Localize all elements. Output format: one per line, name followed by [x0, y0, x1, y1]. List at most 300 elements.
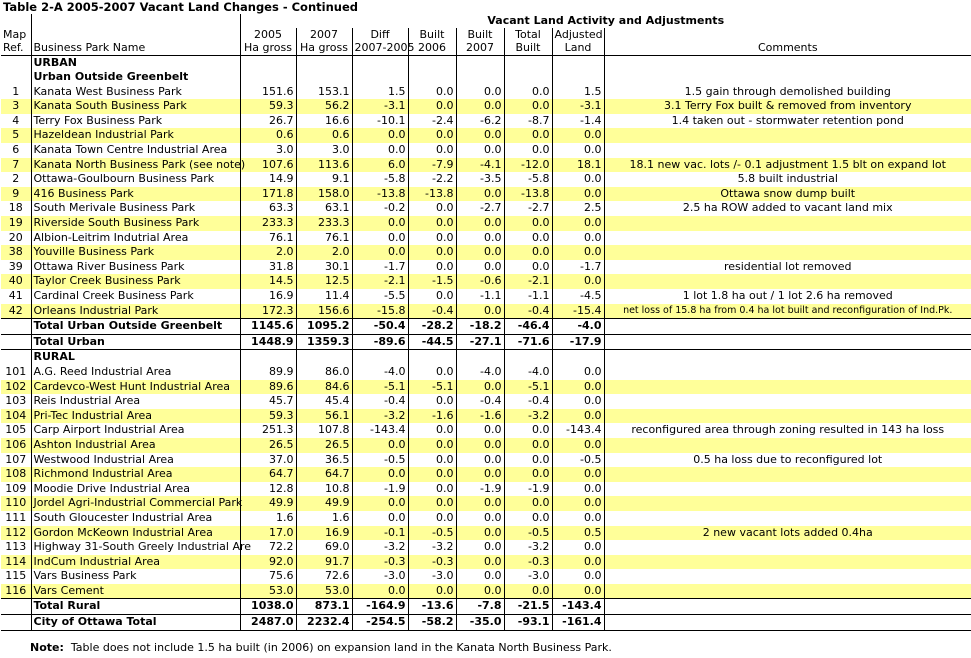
table-row [1, 274, 971, 289]
value-v07: 91.7 [296, 555, 352, 570]
park-name: 416 Business Park [31, 187, 240, 202]
value-v05: 31.8 [240, 260, 296, 275]
col-adjusted-sub: Land [552, 41, 604, 55]
col-totalbuilt-sub: Built [504, 41, 552, 55]
value-v07: 3.0 [296, 143, 352, 158]
total-urban-v07: 1359.3 [296, 334, 352, 350]
value-diff: 1.5 [352, 85, 408, 100]
value-v07: 10.8 [296, 482, 352, 497]
col-built2007-sub: 2007 [456, 41, 504, 55]
value-b06: 0.0 [408, 128, 456, 143]
comment [604, 496, 971, 511]
comment: 3.1 Terry Fox built & removed from inventory [604, 99, 971, 114]
value-tb: -8.7 [504, 114, 552, 129]
value-b06: -2.4 [408, 114, 456, 129]
value-v05: 89.6 [240, 380, 296, 395]
urban-section [1, 55, 971, 70]
comment: 0.5 ha loss due to reconfigured lot [693, 452, 883, 466]
value-diff: 0.0 [352, 143, 408, 158]
value-v05: 171.8 [240, 187, 296, 202]
value-v05: 2.0 [240, 245, 296, 260]
value-b06: -2.2 [408, 172, 456, 187]
park-name: Youville Business Park [31, 245, 240, 260]
park-name: Kanata North Business Park (see note) [31, 158, 240, 173]
map-ref: 1 [1, 85, 31, 100]
value-tb: -5.8 [504, 172, 552, 187]
total-urban-ogb-tb: -46.4 [504, 319, 552, 335]
value-v05: 75.6 [240, 569, 296, 584]
value-v07: 69.0 [296, 540, 352, 555]
value-tb: -0.4 [504, 394, 552, 409]
total-rural-b07: -7.8 [456, 599, 504, 615]
value-adj: 18.1 [552, 158, 604, 173]
value-b07: 0.0 [456, 216, 504, 231]
comment [604, 394, 971, 409]
value-tb: 0.0 [504, 216, 552, 231]
value-adj: 0.0 [552, 555, 604, 570]
value-v05: 92.0 [240, 555, 296, 570]
value-tb: 0.0 [504, 467, 552, 482]
park-name: Ottawa-Goulbourn Business Park [31, 172, 240, 187]
value-b06: 0.0 [408, 216, 456, 231]
park-name: South Gloucester Industrial Area [31, 511, 240, 526]
park-name: Westwood Industrial Area [31, 453, 240, 468]
comment [604, 555, 971, 570]
park-name: Gordon McKeown Industrial Area [31, 526, 240, 541]
map-ref: 39 [1, 260, 31, 275]
value-adj: 0.0 [552, 365, 604, 380]
footnote [30, 641, 612, 654]
value-tb: -4.0 [504, 365, 552, 380]
col-built2006-sub: 2006 [408, 41, 456, 55]
value-diff: 6.0 [352, 158, 408, 173]
park-name: Vars Business Park [31, 569, 240, 584]
value-tb: -1.9 [504, 482, 552, 497]
value-b07: 0.0 [456, 128, 504, 143]
total-city-tb: -93.1 [504, 615, 552, 631]
value-b06: 0.0 [408, 584, 456, 599]
header-row-3 [1, 41, 971, 55]
value-b07: 0.0 [456, 453, 504, 468]
park-name: A.G. Reed Industrial Area [31, 365, 240, 380]
park-name: Terry Fox Business Park [31, 114, 240, 129]
comments-header: Comments [604, 41, 971, 55]
col-diff-sub: 2007-2005 [352, 41, 408, 55]
value-b06: 0.0 [408, 201, 456, 216]
park-name: Highway 31-South Greely Industrial Are [31, 540, 240, 555]
map-ref: 113 [1, 540, 31, 555]
col-adjusted-header: Adjusted [552, 28, 604, 42]
value-v05: 1.6 [240, 511, 296, 526]
value-diff: 0.0 [352, 584, 408, 599]
value-adj: 0.0 [552, 231, 604, 246]
value-v05: 3.0 [240, 143, 296, 158]
value-v05: 0.6 [240, 128, 296, 143]
value-b06: -7.9 [408, 158, 456, 173]
value-v07: 11.4 [296, 289, 352, 304]
urban-section-label: URBAN [31, 55, 240, 70]
comment [604, 274, 971, 289]
map-ref: 41 [1, 289, 31, 304]
value-v07: 233.3 [296, 216, 352, 231]
total-rural-v07: 873.1 [296, 599, 352, 615]
value-b07: -0.6 [456, 274, 504, 289]
value-diff: -3.0 [352, 569, 408, 584]
value-adj: 0.0 [552, 172, 604, 187]
map-ref: 38 [1, 245, 31, 260]
value-diff: -3.2 [352, 540, 408, 555]
total-city-diff: -254.5 [352, 615, 408, 631]
park-name: Kanata West Business Park [31, 85, 240, 100]
map-ref: 3 [1, 99, 31, 114]
value-adj: -143.4 [552, 423, 604, 438]
table-row [1, 216, 971, 231]
value-v07: 16.6 [296, 114, 352, 129]
comment: 1.4 taken out - stormwater retention pond [671, 113, 904, 127]
value-tb: -12.0 [504, 158, 552, 173]
total-city-v07: 2232.4 [296, 615, 352, 631]
map-ref: 2 [1, 172, 31, 187]
value-tb: -3.0 [504, 569, 552, 584]
value-diff: 0.0 [352, 496, 408, 511]
table-row [1, 380, 971, 395]
value-b06: 0.0 [408, 289, 456, 304]
value-b07: 0.0 [456, 438, 504, 453]
value-tb: 0.0 [504, 260, 552, 275]
table-row [1, 128, 971, 143]
value-v07: 86.0 [296, 365, 352, 380]
park-name: Reis Industrial Area [31, 394, 240, 409]
table-row [1, 467, 971, 482]
value-adj: 0.0 [552, 496, 604, 511]
value-b07: 0.0 [456, 555, 504, 570]
map-ref: 20 [1, 231, 31, 246]
table-row [1, 409, 971, 424]
value-tb: -0.3 [504, 555, 552, 570]
value-diff: -143.4 [352, 423, 408, 438]
table-title: Table 2-A 2005-2007 Vacant Land Changes - Continued [3, 0, 358, 14]
value-b06: -1.5 [408, 274, 456, 289]
value-adj: 0.0 [552, 511, 604, 526]
value-b07: -1.6 [456, 409, 504, 424]
total-urban-ogb-diff: -50.4 [352, 319, 408, 335]
value-v05: 63.3 [240, 201, 296, 216]
rural-section-label: RURAL [31, 350, 240, 365]
value-adj: 0.0 [552, 540, 604, 555]
value-adj: -4.5 [552, 289, 604, 304]
urban-subsection [1, 70, 971, 85]
comment: Ottawa snow dump built [604, 187, 971, 202]
map-ref: 105 [1, 423, 31, 438]
total-rural [1, 599, 971, 615]
value-b07: 0.0 [456, 99, 504, 114]
value-tb: 0.0 [504, 245, 552, 260]
park-name: Ottawa River Business Park [31, 260, 240, 275]
total-urban-b07: -27.1 [456, 334, 504, 350]
value-v07: 56.1 [296, 409, 352, 424]
value-adj: 0.0 [552, 569, 604, 584]
map-ref: 111 [1, 511, 31, 526]
comment [604, 584, 971, 599]
map-ref: 18 [1, 201, 31, 216]
value-v07: 107.8 [296, 423, 352, 438]
col-2007-sub: Ha gross [296, 41, 352, 55]
value-tb: -1.1 [504, 289, 552, 304]
value-v05: 233.3 [240, 216, 296, 231]
value-v05: 45.7 [240, 394, 296, 409]
value-v05: 12.8 [240, 482, 296, 497]
total-urban-ogb-v07: 1095.2 [296, 319, 352, 335]
value-diff: -13.8 [352, 187, 408, 202]
value-diff: -4.0 [352, 365, 408, 380]
table-body [1, 14, 971, 630]
total-city-v05: 2487.0 [240, 615, 296, 631]
value-v07: 1.6 [296, 511, 352, 526]
value-tb: 0.0 [504, 128, 552, 143]
total-urban-v05: 1448.9 [240, 334, 296, 350]
value-v05: 16.9 [240, 289, 296, 304]
park-name: Carp Airport Industrial Area [31, 423, 240, 438]
table-row [1, 187, 971, 202]
value-adj: -0.5 [552, 453, 604, 468]
value-v05: 151.6 [240, 85, 296, 100]
map-ref: 5 [1, 128, 31, 143]
value-diff: -3.1 [352, 99, 408, 114]
table-row [1, 158, 971, 173]
park-name: Albion-Leitrim Indutrial Area [31, 231, 240, 246]
col-totalbuilt-header: Total [504, 28, 552, 42]
group-header: Vacant Land Activity and Adjustments [487, 14, 725, 27]
value-b06: 0.0 [408, 143, 456, 158]
col-2007-header: 2007 [296, 28, 352, 42]
value-tb: -0.4 [504, 304, 552, 319]
comment: reconfigured area through zoning resulted in 143 ha loss [631, 423, 945, 437]
col-diff-header: Diff [352, 28, 408, 42]
value-v05: 17.0 [240, 526, 296, 541]
comment [604, 128, 971, 143]
value-b07: 0.0 [456, 467, 504, 482]
comment [604, 245, 971, 260]
value-v07: 9.1 [296, 172, 352, 187]
total-urban-ogb-label: Total Urban Outside Greenbelt [31, 319, 240, 335]
value-adj: 0.0 [552, 143, 604, 158]
value-v05: 26.7 [240, 114, 296, 129]
value-b07: -6.2 [456, 114, 504, 129]
value-b06: 0.0 [408, 260, 456, 275]
park-name: Kanata Town Centre Industrial Area [31, 143, 240, 158]
table-row [1, 423, 971, 438]
comment [604, 365, 971, 380]
total-urban-ogb-v05: 1145.6 [240, 319, 296, 335]
value-b07: -0.4 [456, 394, 504, 409]
value-v07: 45.4 [296, 394, 352, 409]
value-b06: -1.6 [408, 409, 456, 424]
total-rural-diff: -164.9 [352, 599, 408, 615]
value-b06: 0.0 [408, 467, 456, 482]
value-v07: 56.2 [296, 99, 352, 114]
value-b07: 0.0 [456, 496, 504, 511]
map-ref: 4 [1, 114, 31, 129]
total-urban [1, 334, 971, 350]
park-name: Cardevco-West Hunt Industrial Area [31, 380, 240, 395]
value-tb: -5.1 [504, 380, 552, 395]
table-row [1, 260, 971, 275]
park-name: IndCum Industrial Area [31, 555, 240, 570]
park-name: Richmond Industrial Area [31, 467, 240, 482]
value-tb: -13.8 [504, 187, 552, 202]
comment: net loss of 15.8 ha from 0.4 ha lot built and reconfiguration of Ind.Pk. [604, 304, 971, 319]
value-diff: -2.1 [352, 274, 408, 289]
total-rural-tb: -21.5 [504, 599, 552, 615]
value-v07: 64.7 [296, 467, 352, 482]
park-name: South Merivale Business Park [31, 201, 240, 216]
value-v07: 49.9 [296, 496, 352, 511]
value-adj: 0.0 [552, 216, 604, 231]
total-urban-ogb-adj: -4.0 [552, 319, 604, 335]
total-city-b07: -35.0 [456, 615, 504, 631]
value-b06: 0.0 [408, 438, 456, 453]
comment: 2.5 ha ROW added to vacant land mix [682, 201, 893, 215]
park-name: Cardinal Creek Business Park [31, 289, 240, 304]
total-city-b06: -58.2 [408, 615, 456, 631]
value-b07: 0.0 [456, 187, 504, 202]
value-tb: 0.0 [504, 143, 552, 158]
value-v07: 0.6 [296, 128, 352, 143]
value-b06: -3.0 [408, 569, 456, 584]
value-adj: 0.0 [552, 274, 604, 289]
table-row [1, 143, 971, 158]
comment [604, 438, 971, 453]
value-tb: 0.0 [504, 511, 552, 526]
map-ref: 106 [1, 438, 31, 453]
value-tb: -0.5 [504, 526, 552, 541]
table-row [1, 245, 971, 260]
value-v07: 158.0 [296, 187, 352, 202]
total-urban-b06: -44.5 [408, 334, 456, 350]
total-city-adj: -161.4 [552, 615, 604, 631]
value-diff: -5.5 [352, 289, 408, 304]
table-row [1, 584, 971, 599]
value-diff: 0.0 [352, 511, 408, 526]
value-b07: -3.5 [456, 172, 504, 187]
value-diff: -15.8 [352, 304, 408, 319]
value-v07: 76.1 [296, 231, 352, 246]
comment: residential lot removed [723, 259, 852, 273]
value-v07: 53.0 [296, 584, 352, 599]
park-name: Kanata South Business Park [31, 99, 240, 114]
value-adj: 0.0 [552, 409, 604, 424]
map-ref: 9 [1, 187, 31, 202]
table-row [1, 289, 971, 304]
value-v07: 72.6 [296, 569, 352, 584]
total-rural-b06: -13.6 [408, 599, 456, 615]
value-v05: 14.9 [240, 172, 296, 187]
value-v05: 251.3 [240, 423, 296, 438]
urban-subsection-label: Urban Outside Greenbelt [31, 70, 240, 85]
value-v05: 76.1 [240, 231, 296, 246]
map-ref: 101 [1, 365, 31, 380]
value-v07: 84.6 [296, 380, 352, 395]
value-diff: -0.5 [352, 453, 408, 468]
value-b06: 0.0 [408, 482, 456, 497]
comment [604, 511, 971, 526]
value-b06: 0.0 [408, 453, 456, 468]
value-b07: -1.9 [456, 482, 504, 497]
value-b06: 0.0 [408, 85, 456, 100]
value-b07: 0.0 [456, 511, 504, 526]
table-row [1, 555, 971, 570]
value-v05: 37.0 [240, 453, 296, 468]
col-built2007-header: Built [456, 28, 504, 42]
comment [604, 231, 971, 246]
value-tb: 0.0 [504, 438, 552, 453]
map-ref: 19 [1, 216, 31, 231]
table-row [1, 482, 971, 497]
value-adj: 0.0 [552, 438, 604, 453]
map-ref: 115 [1, 569, 31, 584]
map-ref: 112 [1, 526, 31, 541]
park-name: Pri-Tec Industrial Area [31, 409, 240, 424]
value-tb: 0.0 [504, 99, 552, 114]
value-tb: -2.1 [504, 274, 552, 289]
map-ref: 6 [1, 143, 31, 158]
map-ref: 104 [1, 409, 31, 424]
value-b07: 0.0 [456, 584, 504, 599]
map-ref: 108 [1, 467, 31, 482]
value-b06: 0.0 [408, 231, 456, 246]
value-v07: 2.0 [296, 245, 352, 260]
value-diff: 0.0 [352, 231, 408, 246]
value-v07: 26.5 [296, 438, 352, 453]
value-tb: 0.0 [504, 85, 552, 100]
value-v05: 107.6 [240, 158, 296, 173]
value-b07: 0.0 [456, 260, 504, 275]
value-diff: -1.7 [352, 260, 408, 275]
value-b06: -0.3 [408, 555, 456, 570]
table-row [1, 496, 971, 511]
value-diff: -1.9 [352, 482, 408, 497]
table-row [1, 526, 971, 541]
total-urban-ogb-b06: -28.2 [408, 319, 456, 335]
comment: 1 lot 1.8 ha out / 1 lot 2.6 ha removed [682, 289, 893, 302]
table-row [1, 511, 971, 526]
value-b06: 0.0 [408, 365, 456, 380]
value-b06: 0.0 [408, 511, 456, 526]
value-adj: 0.0 [552, 394, 604, 409]
table-row [1, 85, 971, 100]
value-tb: 0.0 [504, 453, 552, 468]
header-row-2 [1, 28, 971, 42]
table-row [1, 99, 971, 114]
value-b06: -3.2 [408, 540, 456, 555]
map-ref: 103 [1, 394, 31, 409]
value-tb: -2.7 [504, 201, 552, 216]
table-row [1, 394, 971, 409]
value-adj: 2.5 [552, 201, 604, 216]
value-diff: 0.0 [352, 216, 408, 231]
table-row [1, 231, 971, 246]
total-rural-v05: 1038.0 [240, 599, 296, 615]
comment: 2 new vacant lots added 0.4ha [604, 526, 971, 541]
park-name: Taylor Creek Business Park [31, 274, 240, 289]
value-diff: -5.8 [352, 172, 408, 187]
note-label: Note: [30, 641, 64, 654]
value-diff: 0.0 [352, 467, 408, 482]
value-b07: 0.0 [456, 569, 504, 584]
map-header: Map [1, 28, 31, 42]
value-b06: -0.5 [408, 526, 456, 541]
col-2005-header: 2005 [240, 28, 296, 42]
